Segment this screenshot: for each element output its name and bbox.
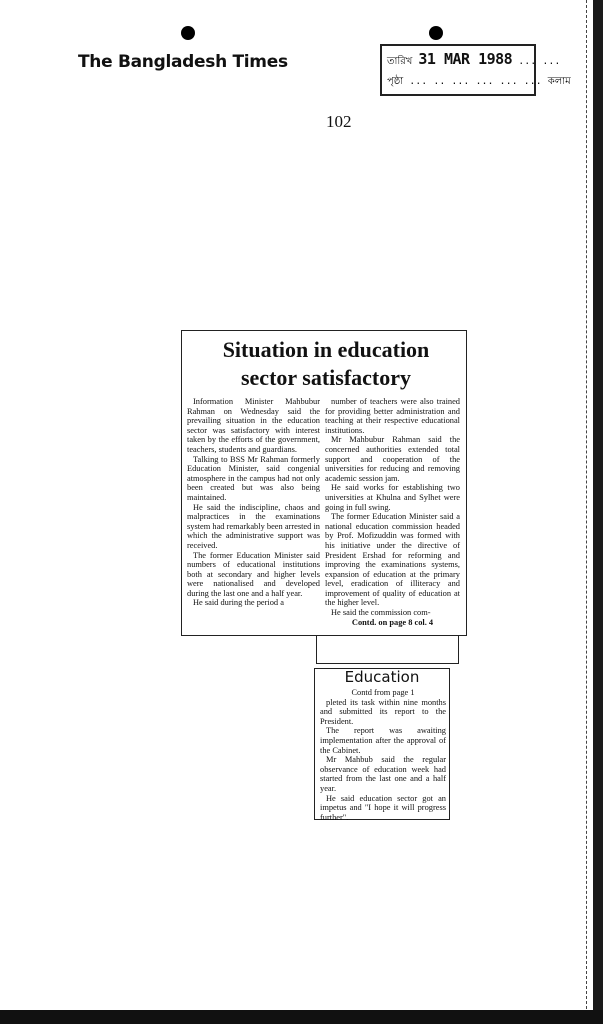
article-paragraph: He said works for establishing two universities at Khulna and Sylhet were going in full swing. bbox=[325, 483, 460, 512]
article-paragraph: He said the commission com- bbox=[331, 608, 431, 618]
stamp-date-value: 31 MAR 1988 bbox=[418, 50, 513, 68]
page-number: 102 bbox=[326, 112, 352, 131]
continuation-headline: Education bbox=[344, 668, 420, 686]
continued-note: Contd. on page 8 col. 4 bbox=[351, 617, 434, 627]
archive-stamp bbox=[380, 44, 571, 96]
stamp-date-label: তারিখ bbox=[387, 56, 413, 67]
article-paragraph: He said the indiscipline, chaos and malpractices in the examinations system had remarkably been arrested in which the administrative support was received. bbox=[187, 502, 320, 550]
headline-line-2: sector satisfactory bbox=[240, 365, 412, 390]
continuation-column bbox=[320, 688, 446, 822]
stamp-page-dots: ... .. ... ... ... ... bbox=[409, 76, 542, 87]
punch-hole-left bbox=[181, 26, 195, 40]
article-paragraph: number of teachers were also trained for providing better administration and teaching at their respective educational institutions. bbox=[325, 397, 460, 435]
article-paragraph: The former Education Minister said a national education commission headed by Prof. Mofizuddin was formed with his initiative under the directive of President Ershad for reforming and improving the examinations systems, expansion of education at the primary level, eradication of illiteracy and improvement of quality of education at the higher level. bbox=[325, 512, 460, 608]
page-edge bbox=[593, 0, 603, 1024]
continuation-paragraph: Mr Mahbub said the regular observance of education week had started from the last one and a half year. bbox=[320, 755, 446, 793]
stamp-column-label: কলাম bbox=[547, 76, 571, 87]
punch-hole-right bbox=[429, 26, 443, 40]
stamp-page-label: পৃষ্ঠা bbox=[387, 76, 404, 87]
page-edge-shadow bbox=[586, 0, 593, 1024]
article-paragraph: The former Education Minister said numbers of educational institutions both at secondary and higher levels were nationalised and developed during the last one and a half year. bbox=[187, 550, 320, 598]
article-paragraph: He said during the period a bbox=[193, 598, 284, 608]
bottom-edge bbox=[0, 1010, 603, 1024]
article-paragraph: Mr Mahbubur Rahman said the concerned authorities extended total support and cooperation of the universities for reducing and removing academic session jam. bbox=[325, 435, 460, 483]
article-column-2 bbox=[325, 397, 460, 627]
stamp-date-dots: ... ... bbox=[518, 56, 561, 67]
stamp-page-row bbox=[387, 74, 571, 91]
continuation-paragraph: The report was awaiting implementation after the approval of the Cabinet. bbox=[320, 726, 446, 755]
article-headline bbox=[190, 336, 462, 392]
continuation-paragraph: pleted its task within nine months and submitted its report to the President. bbox=[320, 697, 446, 726]
article-paragraph: Information Minister Mahbubur Rahman on Wednesday said the prevailing situation in the education sector was satisfactory with interest taken by the efforts of the government, teachers, students and guardians. bbox=[187, 397, 320, 454]
article-clipping-tail bbox=[316, 636, 459, 664]
continuation-paragraph: He said education sector got an impetus and "I hope it will progress further". bbox=[320, 793, 446, 822]
stamp-date-row bbox=[387, 50, 560, 71]
article-column-1 bbox=[187, 397, 320, 608]
article-paragraph: Talking to BSS Mr Rahman formerly Education Minister, said congenial atmosphere in the campus had not only been created but was also being maintained. bbox=[187, 454, 320, 502]
headline-line-1: Situation in education bbox=[222, 337, 430, 362]
newspaper-masthead: The Bangladesh Times bbox=[78, 52, 288, 72]
contd-from-note: Contd from page 1 bbox=[351, 688, 415, 697]
